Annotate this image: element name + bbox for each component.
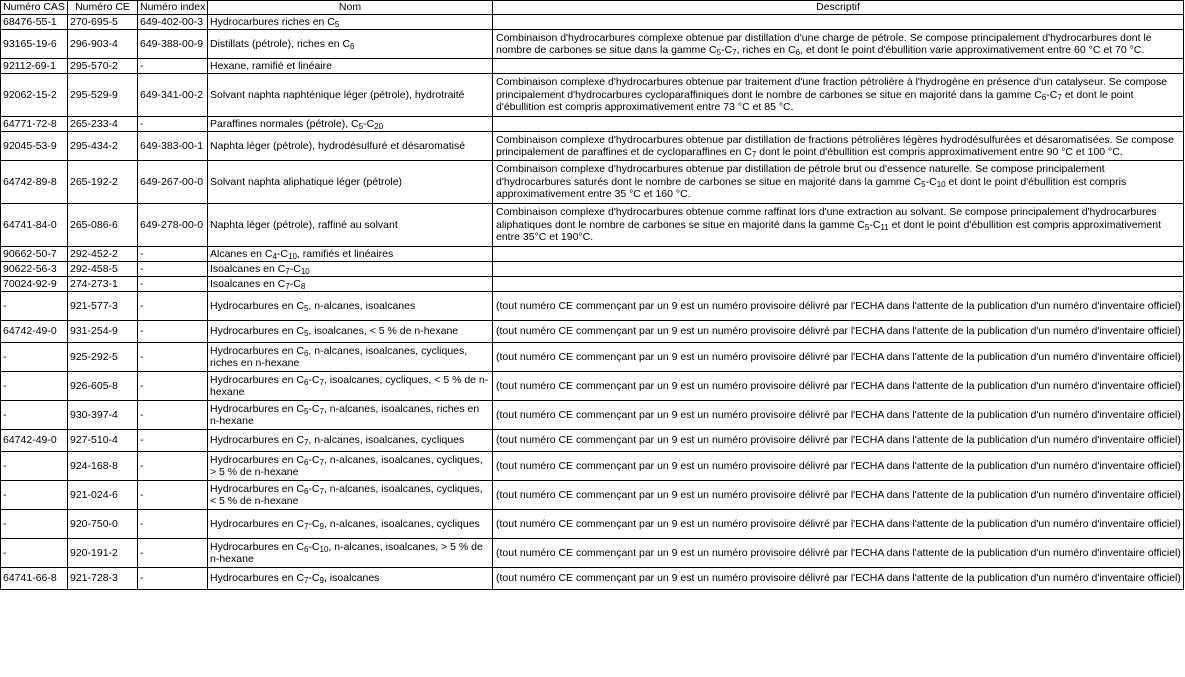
- cell-descriptif: [493, 277, 1184, 292]
- cell-ce: 927-510-4: [68, 430, 138, 452]
- cell-index: 649-267-00-0: [138, 161, 208, 204]
- cell-nom: Isoalcanes en $C_7-C_{10}$: [208, 262, 493, 277]
- header-ce: Numéro CE: [68, 1, 138, 15]
- header-index: Numéro index: [138, 1, 208, 15]
- cell-nom: Hydrocarbures en $C_5-C_7$, n-alcanes, isoalcanes, riches en n-hexane: [208, 401, 493, 430]
- table-row: [1, 30, 1184, 59]
- cell-nom: Alcanes en $C_4-C_{10}$, ramifiés et linéaires: [208, 247, 493, 262]
- cell-index: -: [138, 277, 208, 292]
- cell-ce: 270-695-5: [68, 15, 138, 30]
- table-row: [1, 430, 1184, 452]
- cell-index: -: [138, 247, 208, 262]
- cell-descriptif: Combinaison complexe d'hydrocarbures obtenue par distillation de fractions pétrolières légères hydrodésulfurées et désaromatisées. Se compose principalement de paraffines et de cycloparaffines en $C_7$ dont le point d'ébullition est compris approximativement entre 90 °C et 100 °C.: [493, 132, 1184, 161]
- cell-cas: -: [1, 481, 68, 510]
- cell-index: -: [138, 481, 208, 510]
- cell-nom: Hydrocarbures en $C_6-C_{10}$, n-alcanes, isoalcanes, > 5 % de n-hexane: [208, 539, 493, 568]
- cell-descriptif: (tout numéro CE commençant par un 9 est un numéro provisoire délivré par l'ECHA dans l'attente de la publication d'un numéro d'inventaire officiel): [493, 343, 1184, 372]
- cell-ce: 920-191-2: [68, 539, 138, 568]
- cell-descriptif: (tout numéro CE commençant par un 9 est un numéro provisoire délivré par l'ECHA dans l'attente de la publication d'un numéro d'inventaire officiel): [493, 372, 1184, 401]
- cell-ce: 295-529-9: [68, 74, 138, 117]
- cell-cas: 92045-53-9: [1, 132, 68, 161]
- header-row: [1, 1, 1184, 15]
- cell-index: -: [138, 262, 208, 277]
- cell-cas: -: [1, 401, 68, 430]
- cell-cas: 64771-72-8: [1, 117, 68, 132]
- cell-cas: 92062-15-2: [1, 74, 68, 117]
- cell-descriptif: [493, 262, 1184, 277]
- cell-ce: 921-577-3: [68, 292, 138, 321]
- table-row: [1, 452, 1184, 481]
- cell-ce: 265-086-6: [68, 204, 138, 247]
- cell-nom: Hydrocarbures en $C_7$, n-alcanes, isoalcanes, cycliques: [208, 430, 493, 452]
- cell-cas: 64742-49-0: [1, 430, 68, 452]
- cell-index: -: [138, 292, 208, 321]
- cell-index: -: [138, 430, 208, 452]
- cell-index: -: [138, 117, 208, 132]
- header-descriptif: Descriptif: [493, 1, 1184, 15]
- cell-nom: Hydrocarbures en $C_7-C_9$, isoalcanes: [208, 568, 493, 590]
- cell-nom: Naphta léger (pétrole), hydrodésulfuré et désaromatisé: [208, 132, 493, 161]
- cell-cas: 68476-55-1: [1, 15, 68, 30]
- cell-descriptif: (tout numéro CE commençant par un 9 est un numéro provisoire délivré par l'ECHA dans l'attente de la publication d'un numéro d'inventaire officiel): [493, 510, 1184, 539]
- cell-index: -: [138, 568, 208, 590]
- cell-descriptif: Combinaison complexe d'hydrocarbures obtenue comme raffinat lors d'une extraction au solvant. Se compose principalement d'hydrocarbures aliphatiques dont le nombre de carbones se situe en majorité dans la gamme $C_5-C_{11}$ et dont le point d'ébullition est compris approximativement entre 35°C et 190°C.: [493, 204, 1184, 247]
- cell-ce: 295-570-2: [68, 59, 138, 74]
- cell-cas: -: [1, 343, 68, 372]
- table-row: [1, 481, 1184, 510]
- cell-ce: 296-903-4: [68, 30, 138, 59]
- cell-ce: 265-233-4: [68, 117, 138, 132]
- table-row: [1, 15, 1184, 30]
- cell-ce: 921-728-3: [68, 568, 138, 590]
- cell-index: 649-278-00-0: [138, 204, 208, 247]
- cell-cas: -: [1, 292, 68, 321]
- cell-descriptif: [493, 15, 1184, 30]
- cell-descriptif: (tout numéro CE commençant par un 9 est un numéro provisoire délivré par l'ECHA dans l'attente de la publication d'un numéro d'inventaire officiel): [493, 452, 1184, 481]
- cell-cas: -: [1, 539, 68, 568]
- cell-nom: Paraffines normales (pétrole), $C_5-C_{20}$: [208, 117, 493, 132]
- cell-nom: Distillats (pétrole), riches en $C_6$: [208, 30, 493, 59]
- cell-index: -: [138, 343, 208, 372]
- cell-ce: 920-750-0: [68, 510, 138, 539]
- cell-ce: 295-434-2: [68, 132, 138, 161]
- table-row: [1, 262, 1184, 277]
- table-body: [1, 15, 1184, 590]
- cell-descriptif: (tout numéro CE commençant par un 9 est un numéro provisoire délivré par l'ECHA dans l'attente de la publication d'un numéro d'inventaire officiel): [493, 430, 1184, 452]
- table-row: [1, 117, 1184, 132]
- cell-nom: Hydrocarbures en $C_6-C_7$, n-alcanes, isoalcanes, cycliques, < 5 % de n-hexane: [208, 481, 493, 510]
- cell-descriptif: [493, 247, 1184, 262]
- cell-index: -: [138, 401, 208, 430]
- cell-nom: Solvant naphta naphténique léger (pétrole), hydrotraité: [208, 74, 493, 117]
- cell-index: -: [138, 321, 208, 343]
- cell-descriptif: [493, 117, 1184, 132]
- table-row: [1, 277, 1184, 292]
- cell-index: -: [138, 452, 208, 481]
- cell-ce: 265-192-2: [68, 161, 138, 204]
- cell-ce: 930-397-4: [68, 401, 138, 430]
- cell-ce: 274-273-1: [68, 277, 138, 292]
- cell-cas: 64742-49-0: [1, 321, 68, 343]
- cell-cas: 64742-89-8: [1, 161, 68, 204]
- cell-nom: Hexane, ramifié et linéaire: [208, 59, 493, 74]
- cell-nom: Hydrocarbures en $C_7-C_9$, n-alcanes, isoalcanes, cycliques: [208, 510, 493, 539]
- cell-index: -: [138, 59, 208, 74]
- cell-index: 649-383-00-1: [138, 132, 208, 161]
- table-row: [1, 401, 1184, 430]
- cell-descriptif: (tout numéro CE commençant par un 9 est un numéro provisoire délivré par l'ECHA dans l'attente de la publication d'un numéro d'inventaire officiel): [493, 321, 1184, 343]
- table-row: [1, 510, 1184, 539]
- cell-nom: Solvant naphta aliphatique léger (pétrole): [208, 161, 493, 204]
- cell-ce: 926-605-8: [68, 372, 138, 401]
- table-row: [1, 247, 1184, 262]
- cell-cas: -: [1, 372, 68, 401]
- cell-nom: Hydrocarbures en $C_6-C_7$, n-alcanes, isoalcanes, cycliques, > 5 % de n-hexane: [208, 452, 493, 481]
- cell-cas: 70024-92-9: [1, 277, 68, 292]
- cell-descriptif: (tout numéro CE commençant par un 9 est un numéro provisoire délivré par l'ECHA dans l'attente de la publication d'un numéro d'inventaire officiel): [493, 568, 1184, 590]
- cell-cas: 93165-19-6: [1, 30, 68, 59]
- cell-cas: -: [1, 452, 68, 481]
- cell-cas: 90662-50-7: [1, 247, 68, 262]
- cell-descriptif: Combinaison complexe d'hydrocarbures obtenue par traitement d'une fraction pétrolière à l'hydrogène en présence d'un catalyseur. Se compose principalement d'hydrocarbures cycloparaffiniques dont le nombre de carbones se situe en majorité dans la gamme $C_6-C_7$ et dont le point d'ébullition est compris approximativement entre 73 °C et 85 °C.: [493, 74, 1184, 117]
- table-row: [1, 204, 1184, 247]
- cell-cas: 92112-69-1: [1, 59, 68, 74]
- cell-cas: 64741-84-0: [1, 204, 68, 247]
- table-row: [1, 343, 1184, 372]
- cell-nom: Hydrocarbures riches en $C_5$: [208, 15, 493, 30]
- table-row: [1, 372, 1184, 401]
- cell-index: -: [138, 539, 208, 568]
- cell-nom: Hydrocarbures en $C_6-C_7$, isoalcanes, cycliques, < 5 % de n-hexane: [208, 372, 493, 401]
- cell-nom: Hydrocarbures en $C_5$, n-alcanes, isoalcanes: [208, 292, 493, 321]
- cell-descriptif: (tout numéro CE commençant par un 9 est un numéro provisoire délivré par l'ECHA dans l'attente de la publication d'un numéro d'inventaire officiel): [493, 481, 1184, 510]
- cell-ce: 924-168-8: [68, 452, 138, 481]
- cell-index: 649-341-00-2: [138, 74, 208, 117]
- table-row: [1, 292, 1184, 321]
- table-row: [1, 74, 1184, 117]
- cell-nom: Naphta léger (pétrole), raffiné au solvant: [208, 204, 493, 247]
- cell-ce: 921-024-6: [68, 481, 138, 510]
- cell-index: -: [138, 510, 208, 539]
- cell-descriptif: Combinaison complexe d'hydrocarbures obtenue par distillation de pétrole brut ou d'essence naturelle. Se compose principalement d'hydrocarbures saturés dont le nombre de carbones se situe en majorité dans la gamme $C_5-C_{10}$ et dont le point d'ébullition est compris approximativement entre 35 °C et 160 °C.: [493, 161, 1184, 204]
- table-row: [1, 132, 1184, 161]
- cell-descriptif: (tout numéro CE commençant par un 9 est un numéro provisoire délivré par l'ECHA dans l'attente de la publication d'un numéro d'inventaire officiel): [493, 292, 1184, 321]
- table-row: [1, 568, 1184, 590]
- cell-descriptif: (tout numéro CE commençant par un 9 est un numéro provisoire délivré par l'ECHA dans l'attente de la publication d'un numéro d'inventaire officiel): [493, 539, 1184, 568]
- header-nom: Nom: [208, 1, 493, 15]
- cell-descriptif: (tout numéro CE commençant par un 9 est un numéro provisoire délivré par l'ECHA dans l'attente de la publication d'un numéro d'inventaire officiel): [493, 401, 1184, 430]
- cell-cas: -: [1, 510, 68, 539]
- table-row: [1, 59, 1184, 74]
- table-row: [1, 321, 1184, 343]
- cell-descriptif: [493, 59, 1184, 74]
- cell-cas: 64741-66-8: [1, 568, 68, 590]
- cell-index: 649-388-00-9: [138, 30, 208, 59]
- cell-ce: 925-292-5: [68, 343, 138, 372]
- cell-cas: 90622-56-3: [1, 262, 68, 277]
- cell-nom: Hydrocarbures en $C_6$, n-alcanes, isoalcanes, cycliques, riches en n-hexane: [208, 343, 493, 372]
- cell-index: -: [138, 372, 208, 401]
- cell-ce: 292-458-5: [68, 262, 138, 277]
- header-cas: Numéro CAS: [1, 1, 68, 15]
- cell-ce: 292-452-2: [68, 247, 138, 262]
- table-row: [1, 539, 1184, 568]
- cell-index: 649-402-00-3: [138, 15, 208, 30]
- cell-nom: Isoalcanes en $C_7-C_8$: [208, 277, 493, 292]
- cell-nom: Hydrocarbures en $C_5$, isoalcanes, < 5 % de n-hexane: [208, 321, 493, 343]
- cell-descriptif: Combinaison d'hydrocarbures complexe obtenue par distillation d'une charge de pétrole. Se compose principalement d'hydrocarbures dont le nombre de carbones se situe dans la gamme $C_5-C_7$, riches en $C_6$, et dont le point d'ébullition varie approximativement entre 60 °C et 70 °C.: [493, 30, 1184, 59]
- table-row: [1, 161, 1184, 204]
- cell-ce: 931-254-9: [68, 321, 138, 343]
